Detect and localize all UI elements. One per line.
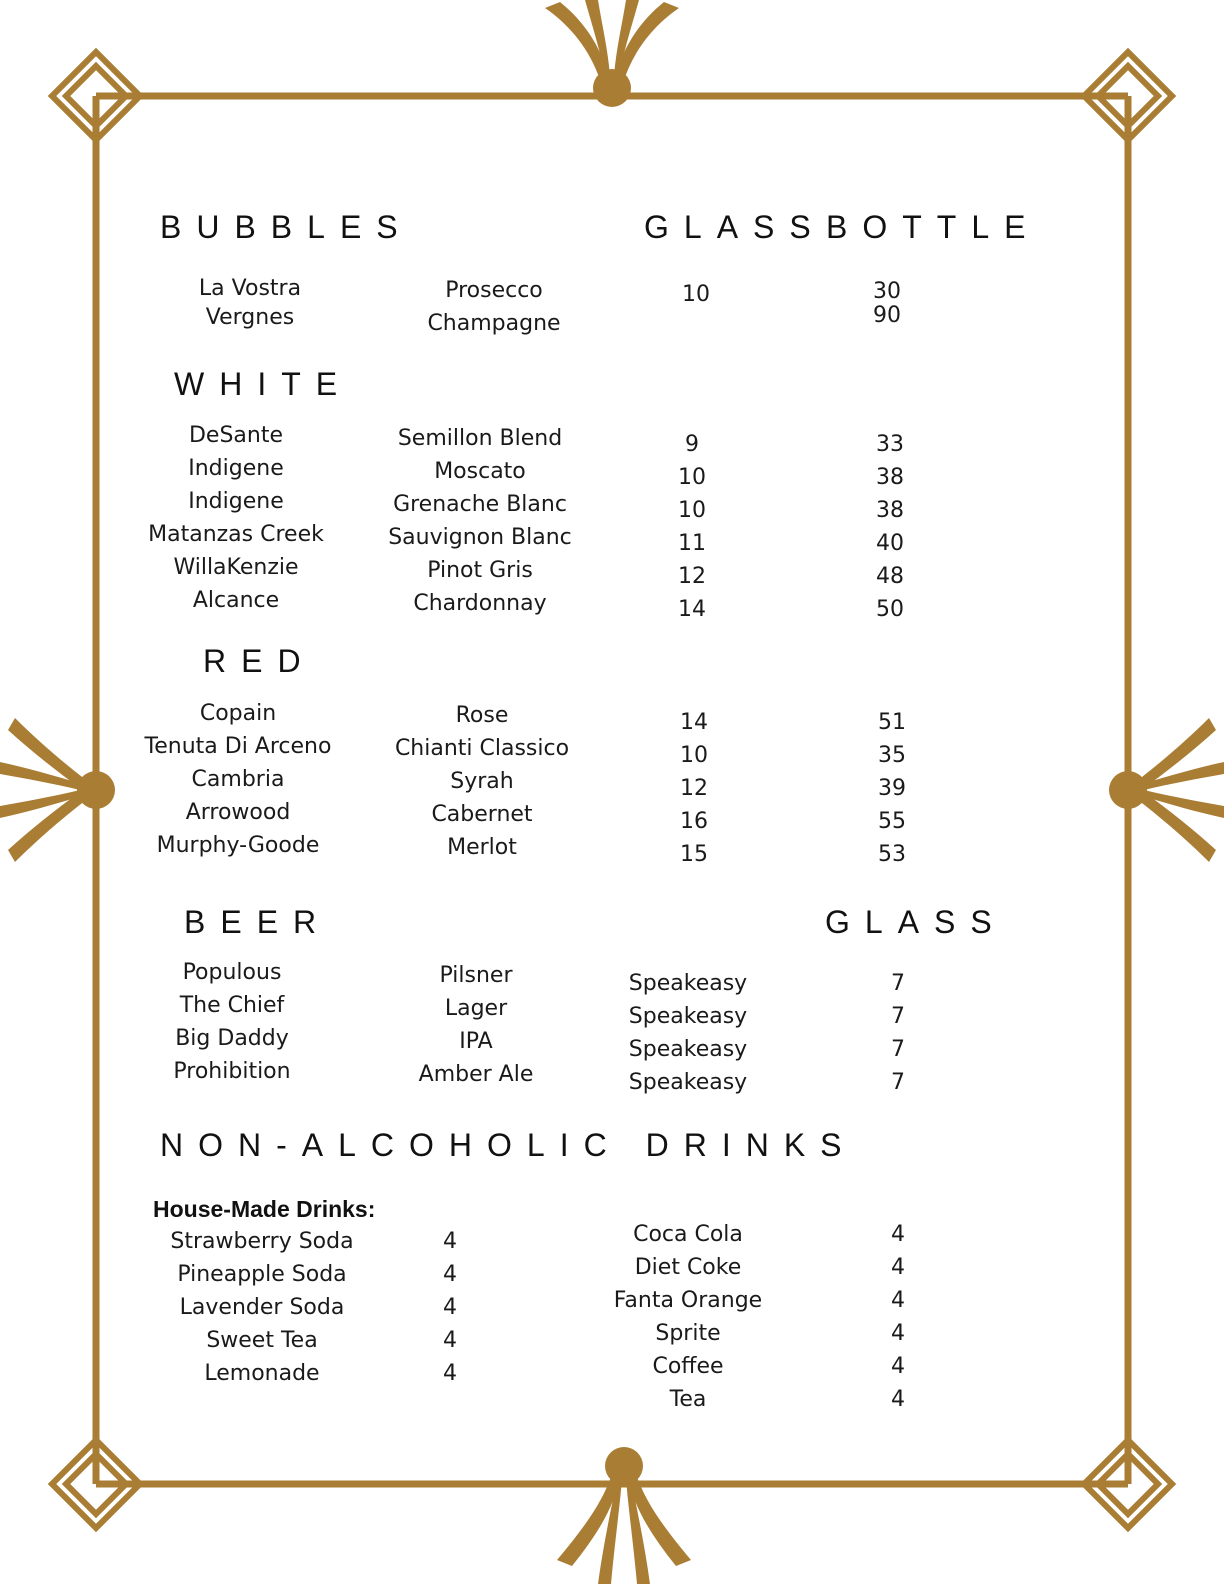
list-item: Coca Cola <box>633 1222 743 1247</box>
white-varietals <box>370 422 590 620</box>
price: 38 <box>876 465 904 490</box>
price: 14 <box>680 710 708 735</box>
white-bottle-prices <box>850 428 930 626</box>
price: 4 <box>891 1288 905 1313</box>
price: 4 <box>443 1262 457 1287</box>
price: 30 <box>873 279 901 304</box>
list-item: Speakeasy <box>628 1070 748 1095</box>
list-item: Chianti Classico <box>394 736 570 761</box>
price: 14 <box>678 597 706 622</box>
list-item: Speakeasy <box>628 971 748 996</box>
price: 9 <box>685 432 699 457</box>
price: 7 <box>891 1070 905 1095</box>
price: 48 <box>876 564 904 589</box>
list-item: Matanzas Creek <box>148 522 324 547</box>
price: 38 <box>876 498 904 523</box>
price: 4 <box>891 1354 905 1379</box>
house-made-label: House-Made Drinks: <box>153 1196 376 1222</box>
price: 35 <box>878 743 906 768</box>
list-item: Rose <box>455 703 509 728</box>
red-heading: RED <box>203 643 316 679</box>
price: 4 <box>891 1255 905 1280</box>
list-item: Merlot <box>447 835 517 860</box>
other-drinks-prices <box>858 1218 938 1416</box>
list-item: Lavender Soda <box>179 1295 345 1320</box>
price: 50 <box>876 597 904 622</box>
red-bottle-prices <box>852 706 932 871</box>
list-item: Moscato <box>434 459 526 484</box>
list-item: Speakeasy <box>628 1004 748 1029</box>
red-glass-prices <box>654 706 734 871</box>
list-item: Cambria <box>191 767 285 792</box>
list-item: Diet Coke <box>634 1255 742 1280</box>
bubbles-glass-prices <box>656 278 736 311</box>
price: 4 <box>443 1295 457 1320</box>
list-item: Sprite <box>655 1321 721 1346</box>
glass-column-heading: GLASS <box>644 209 826 245</box>
price: 10 <box>678 498 706 523</box>
list-item: Alcance <box>192 588 280 613</box>
price: 10 <box>678 465 706 490</box>
red-producers <box>128 697 348 862</box>
list-item: Populous <box>182 960 282 985</box>
list-item: WillaKenzie <box>173 555 299 580</box>
bubbles-bottle-prices <box>847 280 927 328</box>
price: 10 <box>680 743 708 768</box>
list-item: IPA <box>459 1029 493 1054</box>
list-item: Speakeasy <box>628 1037 748 1062</box>
price: 40 <box>876 531 904 556</box>
list-item: Coffee <box>652 1354 724 1379</box>
list-item: Indigene <box>188 489 284 514</box>
price: 10 <box>682 282 710 307</box>
beer-brewery <box>588 967 788 1099</box>
price: 12 <box>680 776 708 801</box>
house-made-items <box>152 1225 372 1390</box>
list-item: Pilsner <box>439 963 513 988</box>
price: 16 <box>680 809 708 834</box>
list-item: Tenuta Di Arceno <box>144 734 332 759</box>
bubbles-producers <box>150 274 350 332</box>
price: 55 <box>878 809 906 834</box>
price: 51 <box>878 710 906 735</box>
list-item: Syrah <box>450 769 514 794</box>
price: 7 <box>891 971 905 996</box>
price: 4 <box>891 1387 905 1412</box>
list-item: Chardonnay <box>413 591 547 616</box>
beer-heading: BEER <box>184 904 332 940</box>
list-item: DeSante <box>188 423 284 448</box>
beer-glass-heading: GLASS <box>825 904 1007 940</box>
bubbles-varietals <box>394 274 594 340</box>
beer-styles <box>376 959 576 1091</box>
list-item: Strawberry Soda <box>170 1229 354 1254</box>
list-item: Tea <box>669 1387 707 1412</box>
price: 33 <box>876 432 904 457</box>
list-item: Lemonade <box>204 1361 320 1386</box>
list-item: Semillon Blend <box>397 426 563 451</box>
white-producers <box>136 419 336 617</box>
list-item: Pineapple Soda <box>177 1262 347 1287</box>
price: 7 <box>891 1037 905 1062</box>
price: 7 <box>891 1004 905 1029</box>
list-item: Indigene <box>188 456 284 481</box>
list-item: Prohibition <box>173 1059 291 1084</box>
list-item: Lager <box>444 996 508 1021</box>
price: 53 <box>878 842 906 867</box>
list-item: La Vostra <box>198 276 302 301</box>
price: 12 <box>678 564 706 589</box>
beer-glass-prices <box>858 967 938 1099</box>
bottle-column-heading: BOTTLE <box>826 209 1041 245</box>
price: 4 <box>443 1229 457 1254</box>
house-made-prices <box>420 1225 480 1390</box>
price: 4 <box>891 1222 905 1247</box>
white-glass-prices <box>652 428 732 626</box>
white-heading: WHITE <box>174 366 353 402</box>
list-item: Prosecco <box>445 278 543 303</box>
list-item: Copain <box>199 701 277 726</box>
beer-names <box>132 956 332 1088</box>
list-item: Grenache Blanc <box>393 492 567 517</box>
red-varietals <box>372 699 592 864</box>
list-item: Fanta Orange <box>613 1288 763 1313</box>
price: 15 <box>680 842 708 867</box>
list-item: Pinot Gris <box>427 558 533 583</box>
list-item: Champagne <box>427 311 561 336</box>
list-item: Amber Ale <box>418 1062 534 1087</box>
list-item: Vergnes <box>205 305 295 330</box>
list-item: Arrowood <box>185 800 291 825</box>
list-item: Big Daddy <box>175 1026 289 1051</box>
price: 90 <box>873 303 901 328</box>
price: 11 <box>678 531 706 556</box>
bubbles-heading: BUBBLES <box>160 209 413 245</box>
list-item: The Chief <box>179 993 285 1018</box>
list-item: Sweet Tea <box>206 1328 318 1353</box>
list-item: Cabernet <box>431 802 533 827</box>
price: 4 <box>891 1321 905 1346</box>
list-item: Murphy-Goode <box>156 833 320 858</box>
price: 4 <box>443 1328 457 1353</box>
price: 4 <box>443 1361 457 1386</box>
price: 39 <box>878 776 906 801</box>
other-drinks-items <box>588 1218 788 1416</box>
non-alcoholic-heading: NON-ALCOHOLIC DRINKS <box>160 1127 857 1163</box>
list-item: Sauvignon Blanc <box>388 525 572 550</box>
